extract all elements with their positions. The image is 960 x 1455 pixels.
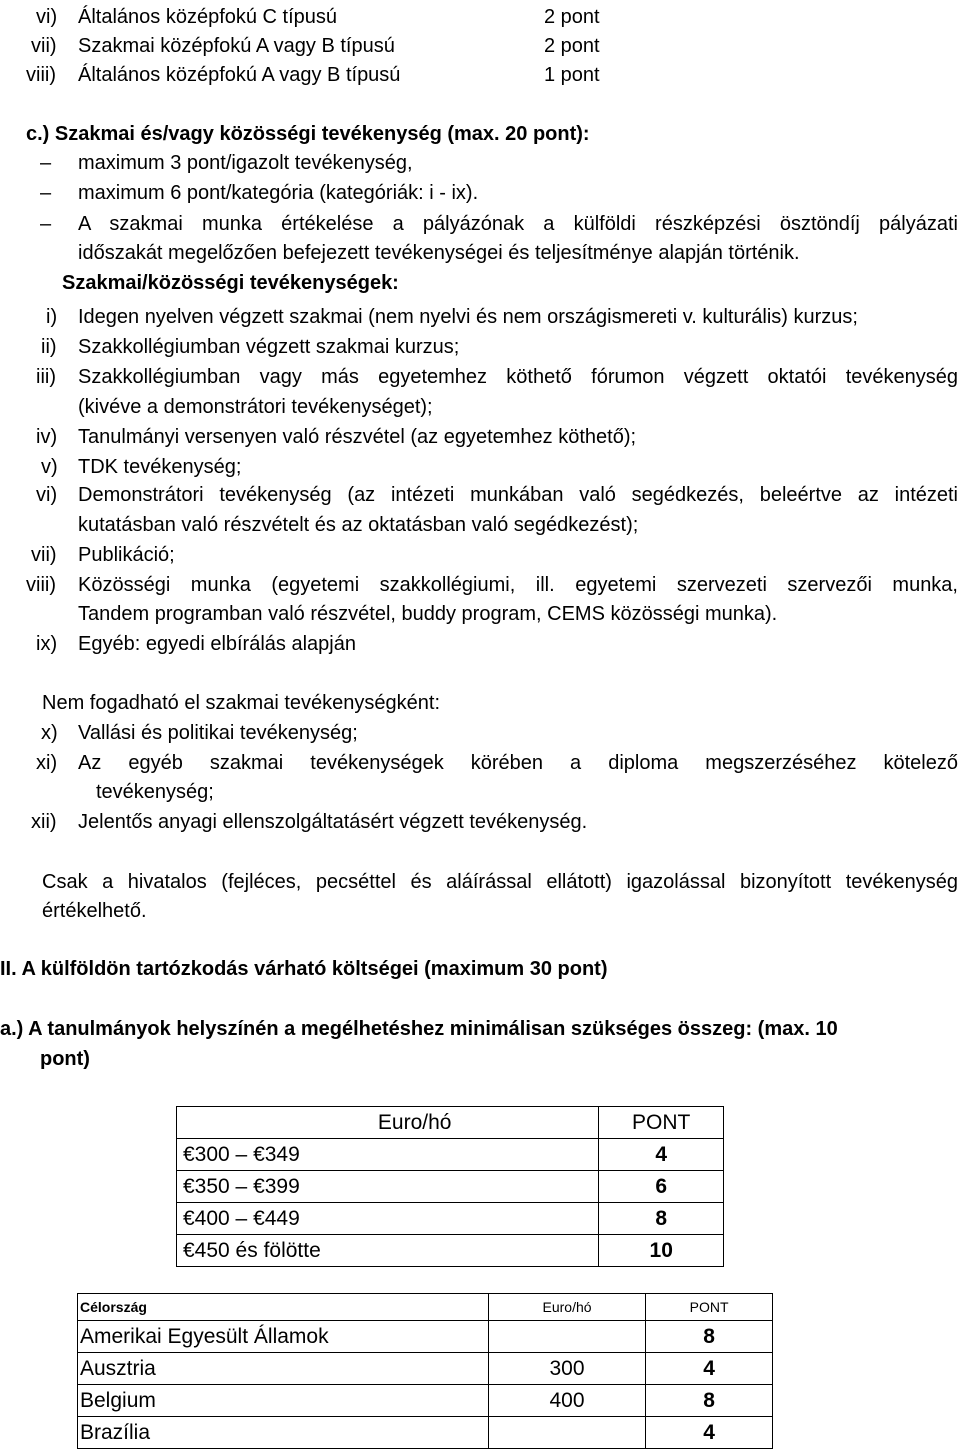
item-text: Szakkollégiumban vagy más egyetemhez köthető fórumon végzett oktatói tevékenység [78, 366, 958, 388]
table-header-row [177, 1107, 724, 1139]
item-num: xi) [36, 752, 58, 774]
table-cell: Amerikai Egyesült Államok [78, 1321, 489, 1353]
table-cell: €400 – €449 [177, 1203, 599, 1235]
item-text: Az egyéb szakmai tevékenységek körében a diploma megszerzéséhez kötelező [78, 752, 958, 774]
list-num: vii) [31, 35, 57, 57]
list-points: 2 pont [544, 6, 600, 28]
section-c-heading: c.) Szakmai és/vagy közösségi tevékenység (max. 20 pont): [26, 123, 590, 145]
item-text: Közösségi munka (egyetemi szakkollégiumi, ill. egyetemi szervezeti szervezői munka, [78, 574, 958, 596]
dash-item: A szakmai munka értékelése a pályázónak a külföldi részképzési ösztöndíj pályázati [78, 213, 958, 235]
table-row [78, 1321, 773, 1353]
list-text: Általános középfokú A vagy B típusú [78, 64, 401, 86]
not-accepted-heading: Nem fogadható el szakmai tevékenységként: [42, 692, 440, 714]
item-num: ix) [36, 633, 58, 655]
list-points: 2 pont [544, 35, 600, 57]
section-ii-heading: II. A külföldön tartózkodás várható költségei (maximum 30 pont) [0, 958, 608, 980]
item-text-cont: tevékenység; [96, 781, 214, 803]
item-num: vi) [36, 484, 58, 506]
table-cell: Brazília [78, 1417, 489, 1449]
dash-item: maximum 3 pont/igazolt tevékenység, [78, 152, 413, 174]
euro-points-table [176, 1106, 724, 1267]
section-ii-sub-a: a.) A tanulmányok helyszínén a megélhetéshez minimálisan szükséges összeg: (max. 10 [0, 1018, 838, 1040]
table-cell: 8 [646, 1385, 773, 1417]
item-text-cont: (kivéve a demonstrátori tevékenységet); [78, 396, 433, 418]
item-text: Demonstrátori tevékenység (az intézeti munkában való segédkezés, beleértve az intézeti [78, 484, 958, 506]
table-cell: 10 [599, 1235, 724, 1267]
country-table [77, 1293, 773, 1449]
table-cell: 4 [646, 1353, 773, 1385]
table-cell: €300 – €349 [177, 1139, 599, 1171]
table-cell: Belgium [78, 1385, 489, 1417]
item-text: Szakkollégiumban végzett szakmai kurzus; [78, 336, 460, 358]
table-cell: €450 és fölötte [177, 1235, 599, 1267]
header-cell: Euro/hó [488, 1294, 645, 1321]
item-num: x) [41, 722, 58, 744]
list-text: Általános középfokú C típusú [78, 6, 338, 28]
table-cell [488, 1417, 645, 1449]
item-text: Jelentős anyagi ellenszolgáltatásért végzett tevékenység. [78, 811, 588, 833]
item-num: iv) [36, 426, 58, 448]
item-text-cont: kutatásban való részvételt és az oktatásban való segédkezést); [78, 514, 639, 536]
item-num: ii) [41, 336, 57, 358]
table-row [177, 1171, 724, 1203]
table-cell: 6 [599, 1171, 724, 1203]
table-cell: 400 [488, 1385, 645, 1417]
header-cell: PONT [599, 1107, 724, 1139]
dash-bullet: – [40, 152, 52, 174]
table-row [78, 1417, 773, 1449]
table-cell [488, 1321, 645, 1353]
activities-subheading: Szakmai/közösségi tevékenységek: [62, 272, 399, 294]
table-row [78, 1353, 773, 1385]
table-cell: 4 [646, 1417, 773, 1449]
dash-bullet: – [40, 213, 52, 235]
list-num: vi) [36, 6, 58, 28]
header-cell: Euro/hó [177, 1107, 599, 1139]
dash-item: maximum 6 pont/kategória (kategóriák: i - ix). [78, 182, 479, 204]
table-cell: 4 [599, 1139, 724, 1171]
item-num: v) [41, 456, 58, 478]
item-num: xii) [31, 811, 57, 833]
item-text: Idegen nyelven végzett szakmai (nem nyelvi és nem országismereti v. kulturális) kurzus; [78, 306, 858, 328]
note-text-cont: értékelhető. [42, 900, 147, 922]
item-text: Publikáció; [78, 544, 175, 566]
section-ii-sub-a-cont: pont) [40, 1048, 90, 1070]
list-points: 1 pont [544, 64, 600, 86]
table-cell: 300 [488, 1353, 645, 1385]
table-cell: Ausztria [78, 1353, 489, 1385]
item-num: iii) [36, 366, 56, 388]
header-cell: Célország [78, 1294, 489, 1321]
table-header-row [78, 1294, 773, 1321]
item-num: viii) [26, 574, 56, 596]
table-row [177, 1235, 724, 1267]
item-text: Tanulmányi versenyen való részvétel (az egyetemhez köthető); [78, 426, 637, 448]
table-cell: 8 [599, 1203, 724, 1235]
item-text-cont: Tandem programban való részvétel, buddy program, CEMS közösségi munka). [78, 603, 778, 625]
table-row [177, 1203, 724, 1235]
table-row [78, 1385, 773, 1417]
note-text: Csak a hivatalos (fejléces, pecséttel és aláírással ellátott) igazolással bizonyított tevékenység [42, 871, 958, 893]
item-text: Egyéb: egyedi elbírálás alapján [78, 633, 356, 655]
table-cell: €350 – €399 [177, 1171, 599, 1203]
table-cell: 8 [646, 1321, 773, 1353]
table-row [177, 1139, 724, 1171]
dash-item-cont: időszakát megelőzően befejezett tevékenységei és teljesítménye alapján történik. [78, 242, 800, 264]
list-text: Szakmai középfokú A vagy B típusú [78, 35, 395, 57]
item-num: vii) [31, 544, 57, 566]
list-num: viii) [26, 64, 56, 86]
dash-bullet: – [40, 182, 52, 204]
header-cell: PONT [646, 1294, 773, 1321]
item-text: TDK tevékenység; [78, 456, 242, 478]
item-text: Vallási és politikai tevékenység; [78, 722, 358, 744]
item-num: i) [46, 306, 58, 328]
